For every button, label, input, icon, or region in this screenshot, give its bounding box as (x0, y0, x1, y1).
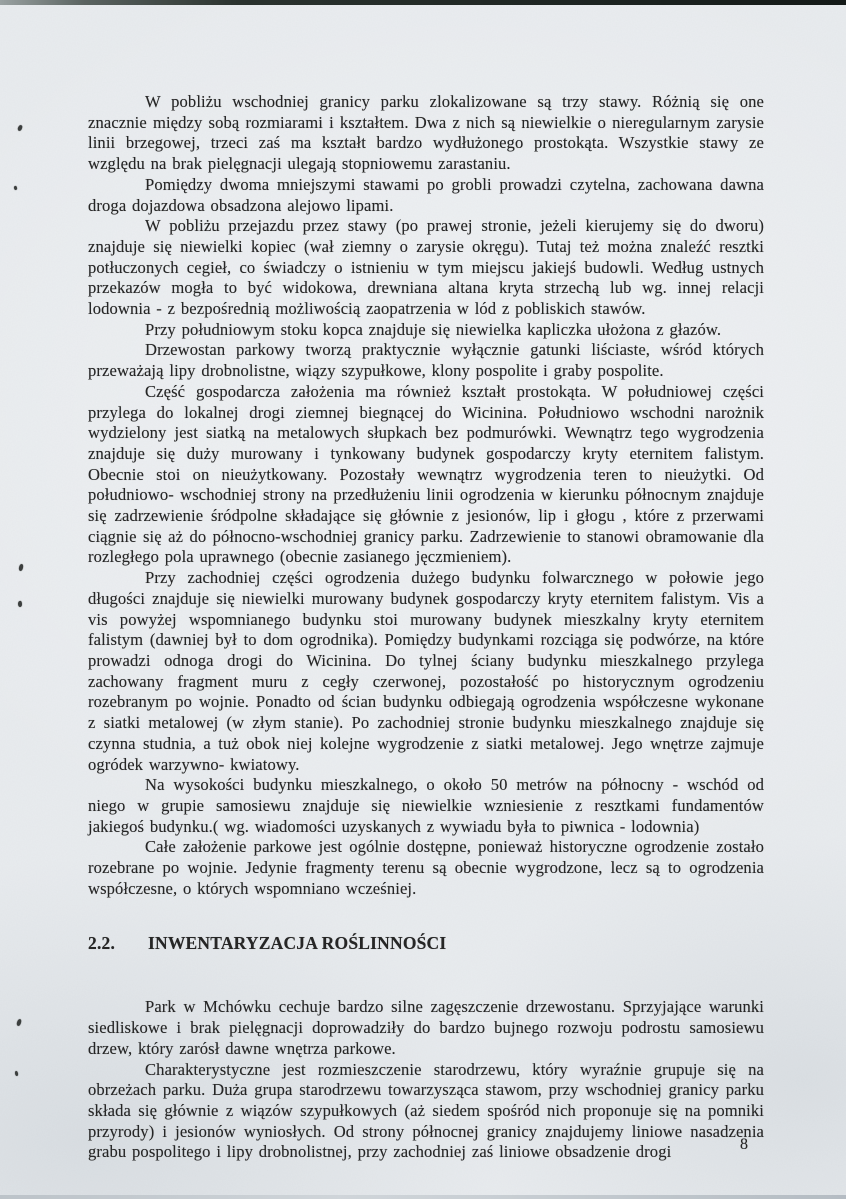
paragraph: Przy zachodniej części ogrodzenia dużego budynku folwarcznego w połowie jego długości znajduje się niewielki murowany budynek gospodarczy kryty eternitem falistym. Vis a vis powyżej wspomnianego budynku stoi murowany budynek mieszkalny kryty eternitem falistym (dawniej był to dom ogrodnika). Pomiędzy budynkami rozciąga się podwórze, na które prowadzi odnoga drogi do Wicinina. Do tylnej ściany budynku mieszkalnego przylega zachowany fragment muru z cegły czerwonej, pozostałość po historycznym ogrodzeniu rozebranym po wojnie. Ponadto od ścian budynku odbiegają ogrodzenia współczesne wykonane z siatki metalowej (w złym stanie). Po zachodniej stronie budynku mieszkalnego znajduje się czynna studnia, a tuż obok niej kolejne wygrodzenie z siatki metalowej. Jego wnętrze zajmuje ogródek warzywno- kwiatowy. (88, 568, 764, 774)
paragraph: W pobliżu przejazdu przez stawy (po prawej stronie, jeżeli kierujemy się do dworu) znajduje się niewielki kopiec (wał ziemny o zarysie okręgu). Tutaj też można znaleźć resztki potłuczonych cegieł, co świadczy o istnieniu w tym miejscu jakiejś budowli. Według ustnych przekazów mogła to być widokowa, drewniana altana kryta strzechą lub wg. innej relacji lodownia - z bezpośrednią możliwością zaopatrzenia w lód z pobliskich stawów. (88, 216, 764, 319)
scan-speckle (17, 125, 22, 132)
paragraph: Charakterystyczne jest rozmieszczenie starodrzewu, który wyraźnie grupuje się na obrzeżach parku. Duża grupa starodrzewu towarzysząca stawom, przy wschodniej granicy parku składa się głównie z wiązów szypułkowych (aż siedem spośród nich proponuje się na pomniki przyrody) i jesionów wyniosłych. Od strony północnej granicy znajdujemy liniowe nasadzenia grabu pospolitego i lipy drobnolistnej, przy zachodniej zaś liniowe obsadzenie drogi (88, 1059, 764, 1162)
section-number: 2.2. (88, 933, 116, 954)
paragraph: Całe założenie parkowe jest ogólnie dostępne, ponieważ historyczne ogrodzenie zostało rozebrane po wojnie. Jedynie fragmenty terenu są obecnie wygrodzone, lecz są to ogrodzenia współczesne, o których wspomniano wcześniej. (88, 837, 764, 898)
scan-speckle (19, 564, 24, 571)
paragraph: Część gospodarcza założenia ma również kształt prostokąta. W południowej części przylega do lokalnej drogi ziemnej biegnącej do Wicinina. Południowo wschodni narożnik wydzielony jest siatką na metalowych słupkach bez podmurówki. Wewnątrz tego wygrodzenia znajduje się duży murowany i tynkowany budynek gospodarczy kryty eternitem falistym. Obecnie stoi on nieużytkowany. Pozostały wewnątrz wygrodzenia teren to nieużytki. Od południowo- wschodniej strony na przedłużeniu linii ogrodzenia w kierunku północnym znajduje się zadrzewienie śródpolne składające się głównie z jesionów, lip i głogu , które z przerwami ciągnie się aż do północno-wschodniej granicy parku. Zadrzewienie to stanowi obramowanie dla rozległego pola uprawnego (obecnie zasianego jęczmieniem). (88, 381, 764, 567)
page-number: 8 (740, 1136, 748, 1153)
section-heading (88, 932, 764, 954)
paragraph: Na wysokości budynku mieszkalnego, o około 50 metrów na północny - wschód od niego w grupie samosiewu znajduje się niewielkie wzniesienie z resztkami fundamentów jakiegoś budynku.( wg. wiadomości uzyskanych z wywiadu była to piwnica - lodownia) (88, 775, 764, 836)
scan-top-edge (0, 0, 846, 5)
page-content (88, 92, 764, 1163)
scan-speckle (13, 186, 17, 191)
paragraph: W pobliżu wschodniej granicy parku zlokalizowane są trzy stawy. Różnią się one znacznie między sobą rozmiarami i kształtem. Dwa z nich są niewielkie o nieregularnym zarysie linii brzegowej, trzeci zaś ma kształt bardzo wydłużonego prostokąta. Wszystkie stawy ze względu na brak pielęgnacji ulegają stopniowemu zarastaniu. (88, 92, 764, 174)
paragraph: Drzewostan parkowy tworzą praktycznie wyłącznie gatunki liściaste, wśród których przeważają lipy drobnolistne, wiązy szypułkowe, klony pospolite i graby pospolite. (88, 340, 764, 381)
paragraph: Pomiędzy dwoma mniejszymi stawami po grobli prowadzi czytelna, zachowana dawna droga dojazdowa obsadzona alejowo lipami. (88, 174, 764, 215)
scan-speckle (18, 601, 23, 608)
scan-speckle (16, 1019, 21, 1027)
section-title: INWENTARYZACJA ROŚLINNOŚCI (148, 933, 447, 954)
paragraph: Park w Mchówku cechuje bardzo silne zagęszczenie drzewostanu. Sprzyjające warunki siedliskowe i brak pielęgnacji doprowadziły do bardzo bujnego rozwoju podrostu samosiewu drzew, który zarósł dawne wnętrza parkowe. (88, 997, 764, 1058)
scan-speckle (14, 1071, 18, 1077)
scan-bottom-edge (0, 1195, 846, 1199)
paragraph: Przy południowym stoku kopca znajduje się niewielka kapliczka ułożona z głazów. (145, 319, 722, 339)
